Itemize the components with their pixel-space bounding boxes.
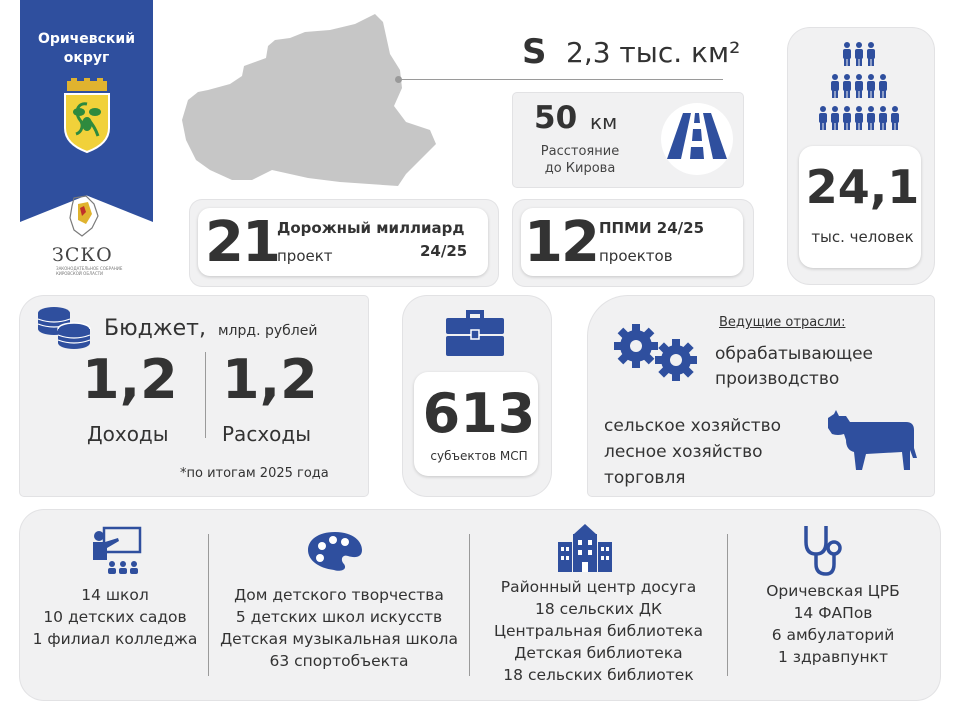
area-pointer-dot [395, 76, 402, 83]
sme-label: субъектов МСП [430, 449, 528, 463]
teacher-icon [90, 526, 142, 576]
distance-unit: км [590, 110, 618, 134]
population-value: 24,1 [805, 160, 920, 214]
building-icon [556, 524, 614, 572]
zsko-logo-icon [66, 194, 102, 240]
distance-label: Расстояние до Кирова [540, 144, 620, 176]
budget-divider [205, 352, 206, 438]
distance-value: 50 [534, 100, 578, 136]
zsko-logo-text: ЗСКО [52, 244, 113, 266]
budget-title: Бюджет, [104, 316, 206, 341]
culture-list: Дом детского творчества 5 детских школ искусств Детская музыкальная школа 63 спортобъекта [220, 586, 458, 670]
education-list: 14 школ 10 детских садов 1 филиал колледжа [32, 586, 198, 648]
expense-value: 1,2 [222, 348, 318, 411]
people-icon [818, 42, 904, 134]
income-label: Доходы [87, 422, 169, 446]
road-project-title: Дорожный миллиард [277, 219, 465, 237]
budget-unit: млрд. рублей [218, 323, 318, 339]
industry-list [604, 413, 781, 491]
population-label: тыс. человек [811, 228, 914, 246]
briefcase-icon [446, 308, 504, 356]
leisure-list: Районный центр досуга 18 сельских ДК Центральная библиотека Детская библиотека 18 сельских библиотек [493, 578, 704, 684]
industry-item: торговля [604, 468, 686, 488]
income-value: 1,2 [82, 348, 178, 411]
ppmi-project-unit: проектов [599, 247, 673, 265]
road-project-year: 24/25 [420, 242, 468, 260]
expense-label: Расходы [222, 422, 312, 446]
budget-note: *по итогам 2025 года [180, 466, 329, 481]
ppmi-project-title: ППМИ 24/25 [599, 219, 705, 237]
district-map-icon [180, 10, 440, 190]
industry-primary: обрабатывающее производство [715, 344, 873, 389]
industry-item: лесное хозяйство [604, 442, 763, 462]
healthcare-list: Оричевская ЦРБ 14 ФАПов 6 амбулаторий 1 здравпункт [766, 582, 900, 666]
road-project-number: 21 [205, 210, 279, 275]
region-name: Оричевский округ [37, 31, 136, 66]
zsko-logo-subtext: ЗАКОНОДАТЕЛЬНОЕ СОБРАНИЕ КИРОВСКОЙ ОБЛАСТИ [56, 266, 123, 276]
sme-value: 613 [422, 382, 536, 445]
industry-item: сельское хозяйство [604, 416, 782, 436]
gears-icon [612, 322, 700, 384]
road-project-unit: проект [277, 247, 333, 265]
coins-icon [36, 305, 94, 351]
ppmi-project-number: 12 [524, 210, 598, 275]
area-value: 2,3 тыс. км² [566, 36, 741, 69]
area-symbol: S [522, 32, 547, 72]
road-icon [667, 111, 727, 161]
stethoscope-icon [800, 524, 844, 578]
palette-icon [306, 530, 364, 572]
area-pointer-line [398, 79, 723, 80]
industries-title: Ведущие отрасли: [719, 315, 846, 330]
cow-icon [826, 410, 918, 472]
coat-of-arms-icon [62, 78, 112, 154]
